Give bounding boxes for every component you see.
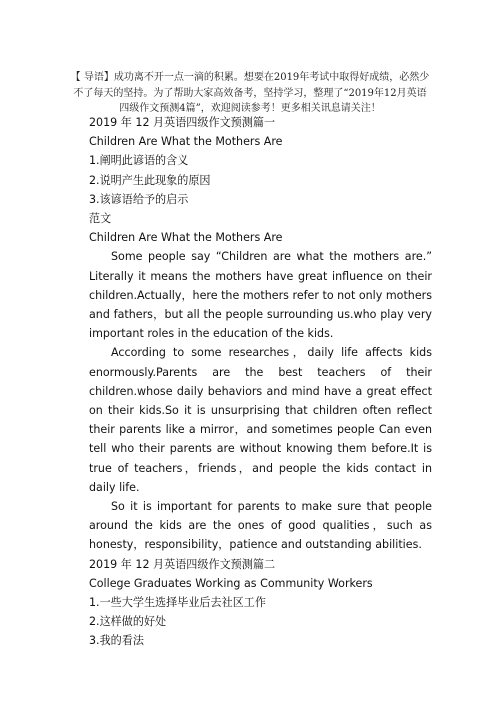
article-2-heading: 2019 年 12 月英语四级作文预测篇二 <box>89 557 276 571</box>
article-2-outline-item-3: 3.我的看法 <box>89 634 144 648</box>
article-1-outline-item-2: 2.说明产生此现象的原因 <box>89 173 211 187</box>
article-2-outline-item-1: 1.一些大学生选择毕业后去社区工作 <box>89 596 266 610</box>
article-2-outline-item-2: 2.这样做的好处 <box>89 615 167 629</box>
article-1-outline-item-3: 3.该谚语给予的启示 <box>89 192 189 206</box>
sample-paragraph-3: So it is important for parents to make sure that people around the kids are the ones of good qualities，such as honesty，responsibility，patience and outstanding abilities. <box>89 500 432 552</box>
article-1-title: Children Are What the Mothers Are <box>89 135 283 149</box>
article-1-heading: 2019 年 12 月英语四级作文预测篇一 <box>89 116 276 129</box>
article-1-outline-item-1: 1.阐明此谚语的含义 <box>89 154 189 168</box>
article-2-title: College Graduates Working as Community Workers <box>89 576 373 590</box>
document-body <box>89 113 432 651</box>
sample-essay-title: Children Are What the Mothers Are <box>89 231 283 245</box>
intro-note: 【 导语】成功离不开一点一滴的积累。想要在2019年考试中取得好成绩，必然少不了每天的坚持。为了帮助大家高效备考，坚持学习，整理了“2019年12月英语四级作文预测4篇”，欢迎阅读参考！更多相关讯息请关注！ <box>70 72 430 114</box>
sample-paragraph-1: Some people say “Children are what the mothers are.” Literally it means the mothers have great influence on their children.Actually，here the mothers refer to not only mothers and fathers，but all the people surrounding us.who play very important roles in the education of the kids. <box>89 250 432 341</box>
sample-paragraph-2: According to some researches，daily life affects kids enormously.Parents are the best teachers of their children.whose daily behaviors and mind have a great effect on their kids.So it is unsurprising that children often reflect their parents like a mirror，and sometimes people Can even tell who their parents are without knowing them before.It is true of teachers，friends，and people the kids contact in daily life. <box>89 346 432 494</box>
sample-essay-label: 范文 <box>89 212 112 226</box>
